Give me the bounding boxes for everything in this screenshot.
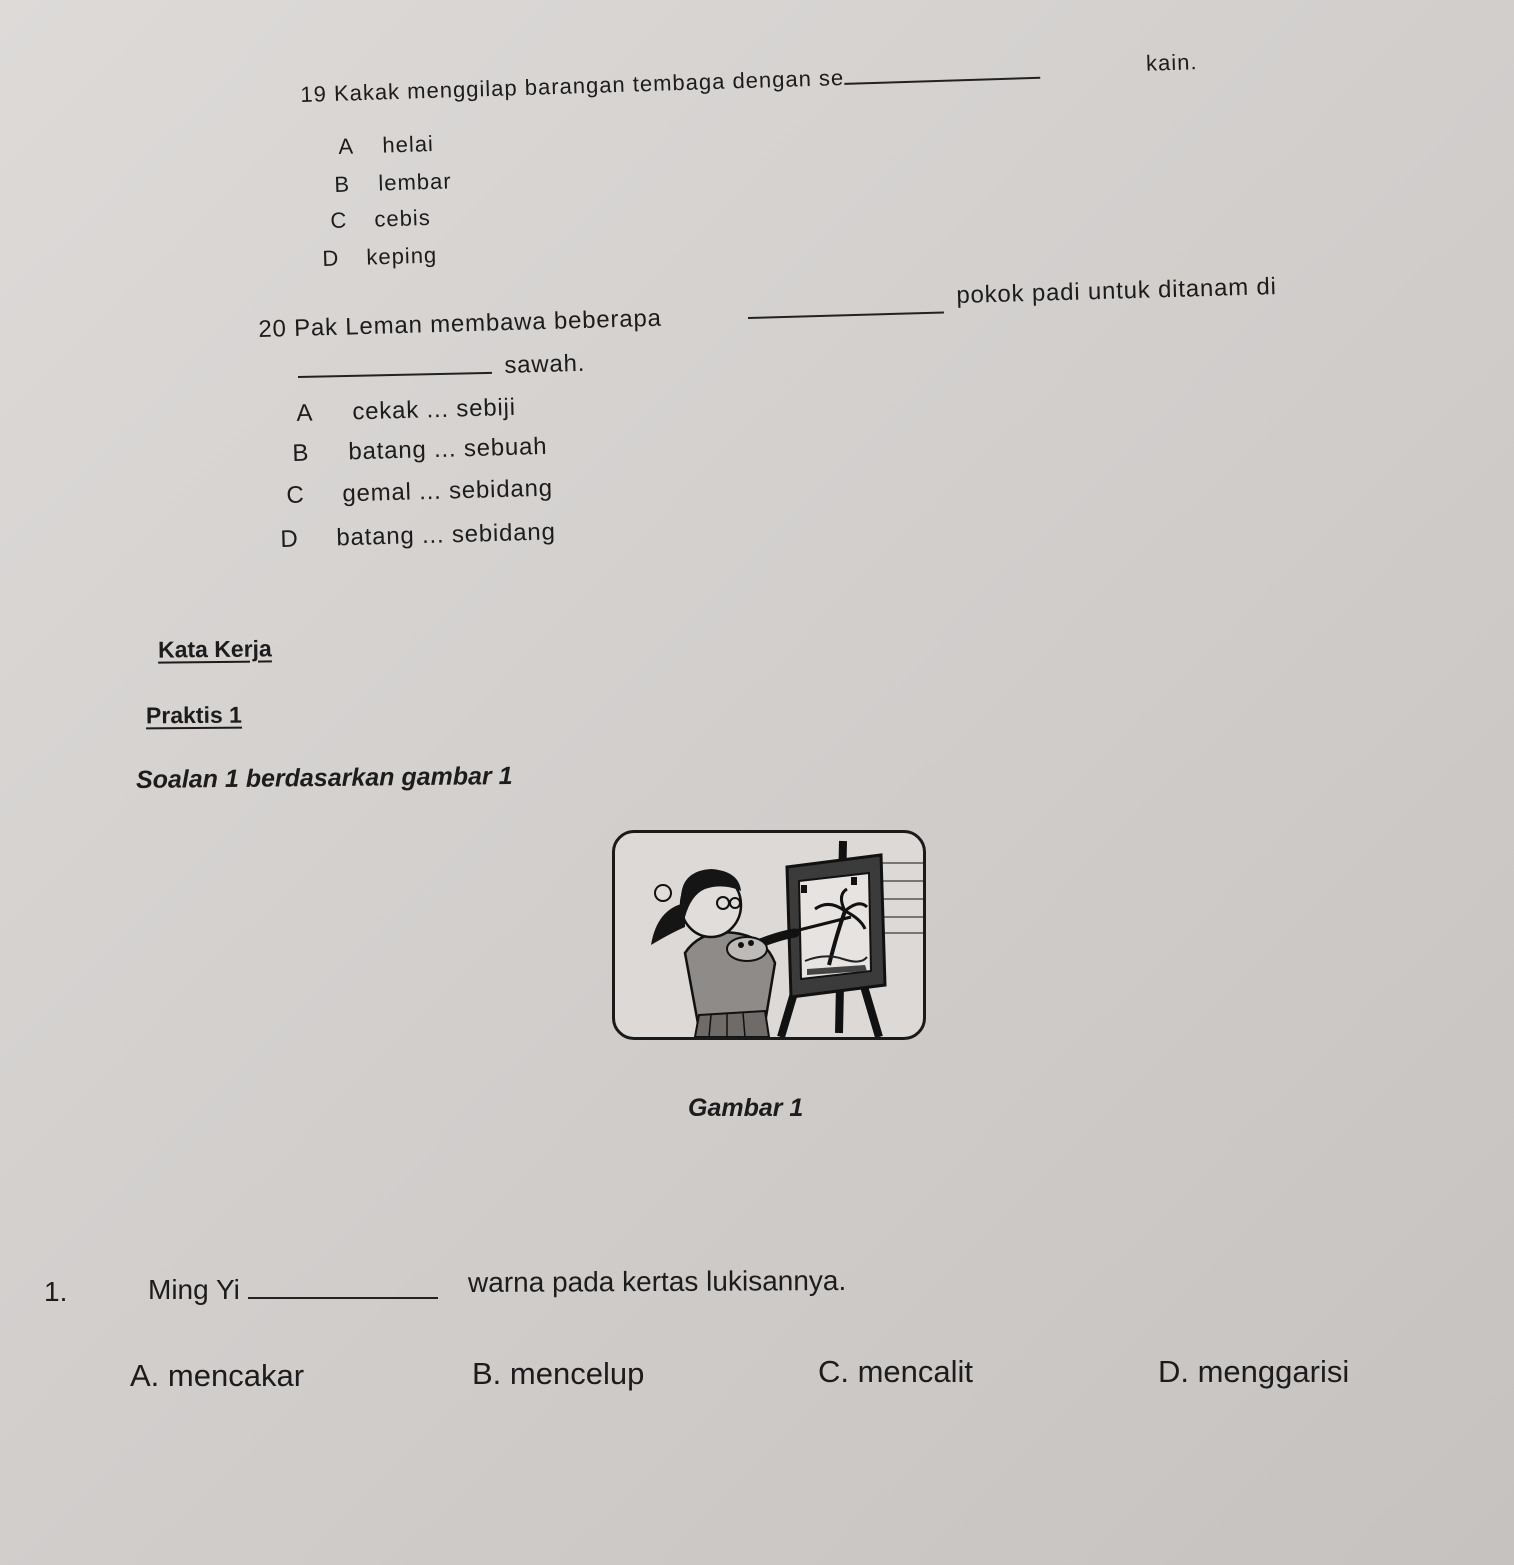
q19-option-letter: C: [330, 207, 348, 233]
q20-stem: [258, 305, 662, 344]
q1-option-d: D. menggarisi: [1158, 1354, 1350, 1389]
q19-option-text: helai: [381, 131, 435, 158]
q20-blank-2: [298, 372, 492, 378]
figure-illustration: [612, 830, 926, 1040]
q19-stem-text: 19 Kakak menggilap barangan tembaga dengan se: [300, 64, 845, 107]
q19-option-letter: D: [322, 245, 340, 271]
section-title: Kata Kerja: [157, 635, 272, 663]
q19-option-text: keping: [365, 242, 438, 270]
q20-option-text: batang ... sebidang: [335, 518, 557, 552]
q19-option-b: [334, 168, 452, 198]
q20-option-a: [296, 394, 516, 428]
q19-option-text: lembar: [377, 168, 452, 196]
q19-blank: [844, 77, 1040, 85]
q20-option-letter: D: [280, 525, 299, 553]
q20-line2: sawah.: [504, 349, 586, 379]
q20-option-letter: A: [296, 399, 314, 427]
q19-option-text: cebis: [373, 204, 432, 232]
q1-subject: Ming Yi: [148, 1274, 240, 1305]
instruction-text: Soalan 1 berdasarkan gambar 1: [135, 762, 513, 794]
q20-blank-1: [748, 312, 944, 319]
q20-option-c: [286, 475, 553, 510]
q19-option-d: [322, 242, 438, 272]
figure-caption: Gambar 1: [688, 1094, 804, 1122]
q1-stem: [148, 1274, 438, 1306]
q1-blank: [248, 1297, 438, 1299]
q1-option-a: A. mencakar: [130, 1358, 305, 1393]
q20-option-text: batang ... sebuah: [347, 432, 548, 466]
q19-option-letter: B: [334, 171, 351, 197]
q1-option-b: B. mencelup: [472, 1356, 645, 1391]
q19-option-a: [338, 131, 434, 160]
q20-option-text: cekak ... sebiji: [351, 393, 517, 426]
q20-after-blank: pokok padi untuk ditanam di: [956, 273, 1278, 309]
q19-option-letter: A: [338, 133, 355, 159]
q1-option-c: C. mencalit: [818, 1354, 974, 1389]
practice-title: Praktis 1: [145, 701, 242, 729]
q20-option-letter: C: [286, 481, 305, 509]
q20-stem-text: 20 Pak Leman membawa beberapa: [258, 304, 663, 343]
q1-number: 1.: [44, 1276, 68, 1307]
q19-option-c: [330, 205, 431, 234]
q1-after-blank: warna pada kertas lukisannya.: [467, 1265, 847, 1298]
q19-after-blank: kain.: [1145, 49, 1198, 76]
q20-option-b: [292, 433, 548, 468]
q20-option-d: [280, 518, 556, 554]
q20-option-text: gemal ... sebidang: [341, 474, 554, 508]
girl-painting-icon: [615, 833, 923, 1037]
q20-option-letter: B: [292, 439, 310, 467]
q19-stem: [300, 59, 1040, 108]
